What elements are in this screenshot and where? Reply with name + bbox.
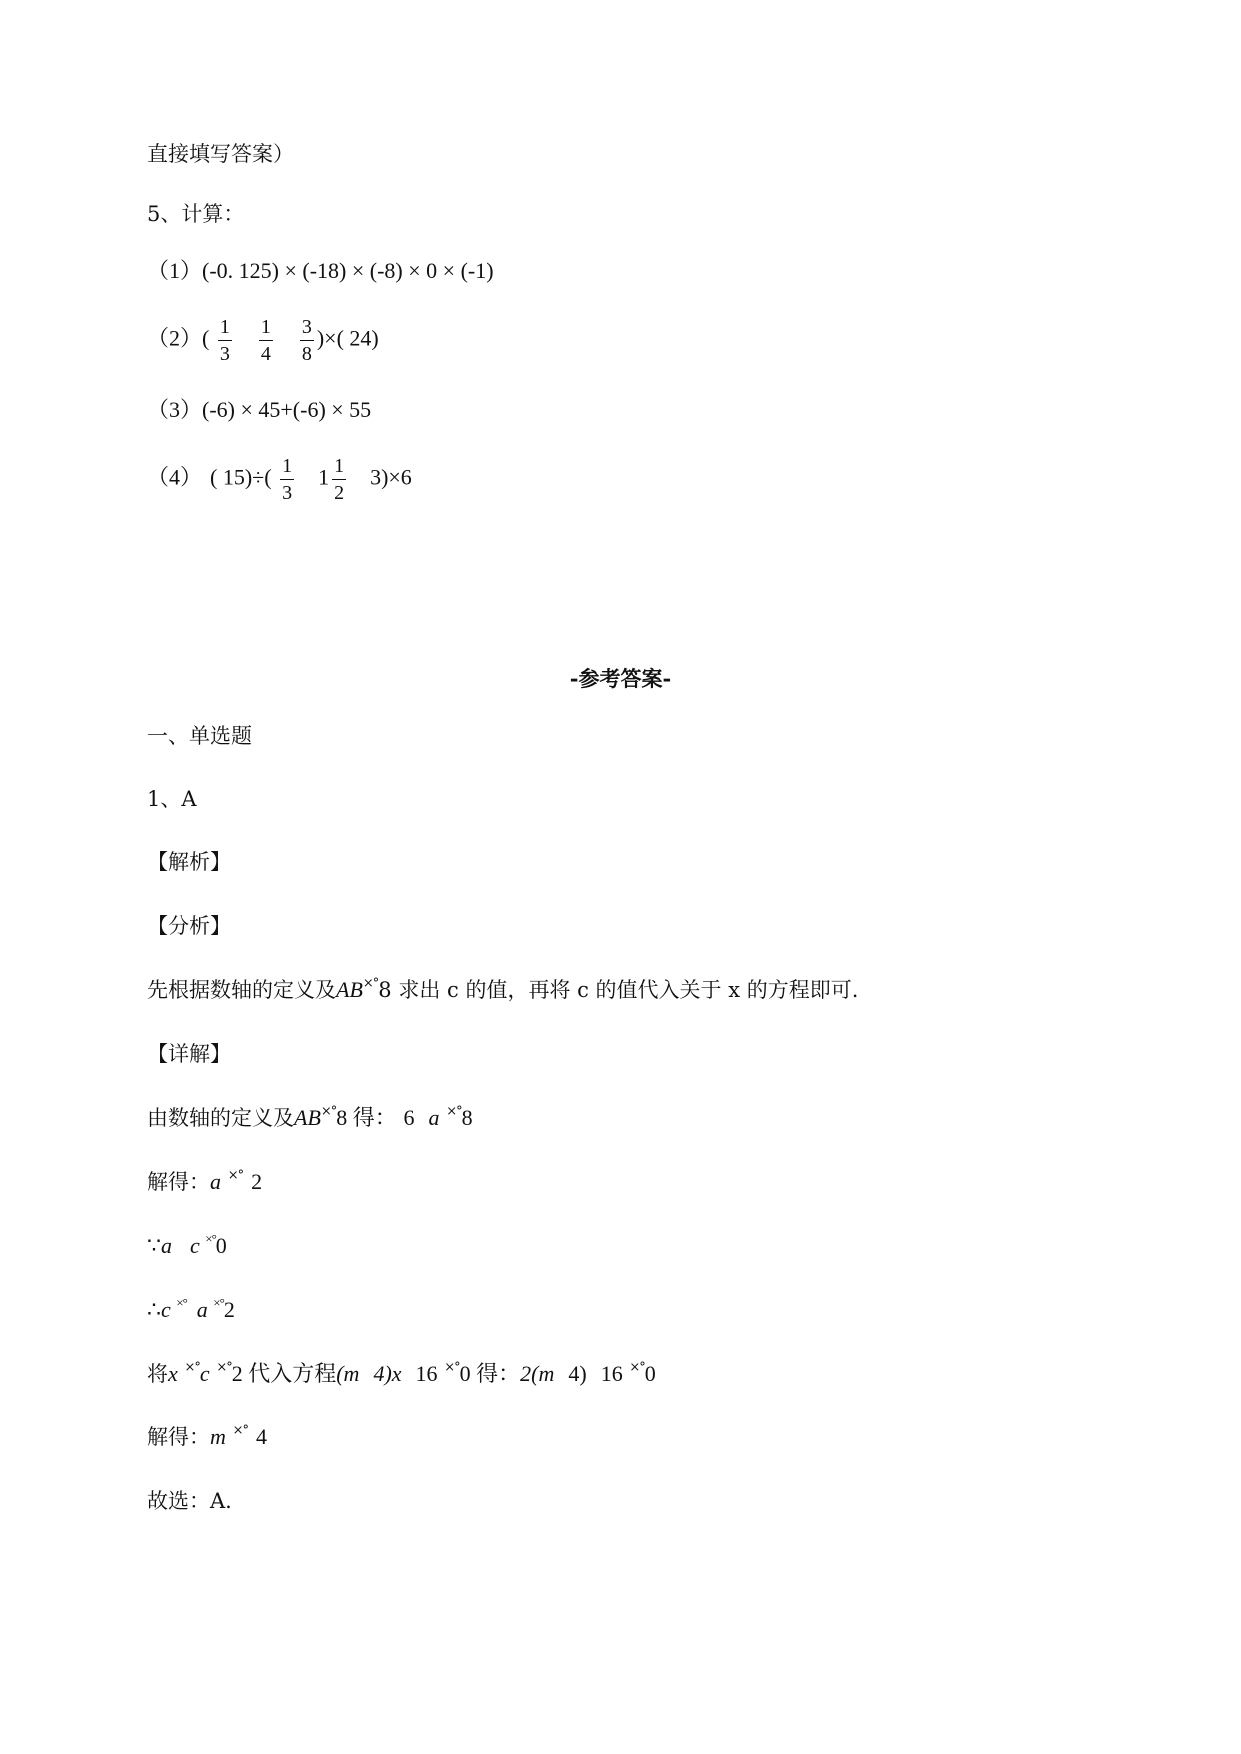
conclusion-text: 故选：A.: [147, 1489, 232, 1513]
fraction-denominator: 4: [260, 343, 271, 365]
step-3-value: 0: [215, 1233, 227, 1258]
step-2-var: a: [210, 1169, 221, 1194]
fraction-three-eighths: [300, 316, 314, 365]
step-6-value: 4: [255, 1424, 267, 1449]
step-6-text: 解得：: [147, 1425, 210, 1449]
step-2: [147, 1168, 262, 1200]
section-heading: 一、单选题: [147, 724, 252, 748]
part-2-open-paren: (: [202, 325, 210, 351]
analysis-part-2: 8 求出 c 的值，再将 c 的值代入关于 x 的方程即可.: [378, 978, 859, 1002]
part-4-head: ( 15)÷(: [210, 464, 272, 490]
step-4-var-a: a: [196, 1297, 208, 1322]
step-5-text: 将: [147, 1362, 168, 1386]
equals-glyph: ×°: [446, 1104, 462, 1119]
answers-title: -参考答案-: [569, 666, 672, 691]
step-4-var-c: c: [161, 1297, 171, 1322]
step-1-text: 由数轴的定义及: [147, 1106, 294, 1130]
equals-glyph: ×°: [362, 976, 379, 991]
because-symbol: ∵: [147, 1233, 161, 1258]
step-5-expr-2: 4)x: [373, 1361, 402, 1386]
fraction-numerator: 1: [332, 455, 346, 480]
part-2-tail: )×( 24): [316, 325, 379, 351]
fraction-one-quarter: [259, 316, 273, 365]
step-1-ab: AB: [294, 1105, 321, 1130]
fraction-one-third: [218, 316, 232, 365]
step-5-var-x: x: [168, 1361, 178, 1386]
step-5-result: 0: [644, 1361, 656, 1386]
equals-glyph: ×°: [629, 1360, 645, 1375]
fraction-numerator: 3: [300, 316, 314, 341]
step-1: [147, 1104, 473, 1136]
fraction-numerator: 1: [218, 316, 232, 341]
equals-glyph: ×°: [320, 1104, 337, 1119]
xiangjie-label: 【详解】: [147, 1042, 231, 1066]
fraction-denominator: 8: [301, 343, 312, 365]
step-5-const: 16: [415, 1361, 438, 1386]
step-5-expr-3: 2(m: [520, 1361, 555, 1386]
equals-glyph: ×°: [444, 1360, 460, 1375]
step-5-var-c: c: [199, 1361, 210, 1386]
step-5-expr-4: 4): [568, 1361, 587, 1386]
step-1-value: 6: [403, 1105, 415, 1130]
fraction-denominator: 3: [219, 343, 230, 365]
question-5-part-1: （1）(-0. 125) × (-18) × (-8) × 0 × (-1): [147, 258, 494, 283]
equals-glyph: ×°: [176, 1295, 187, 1310]
step-5: [147, 1360, 656, 1392]
question-5-part-4: [147, 455, 412, 504]
step-6: [147, 1423, 267, 1455]
fraction-one-half: [332, 455, 346, 504]
step-5-const-2: 16: [600, 1361, 623, 1386]
part-2-label: （2）: [147, 325, 203, 351]
fraction-denominator: 3: [282, 482, 293, 504]
fenxi-label: 【分析】: [147, 914, 231, 938]
step-2-value: 2: [251, 1169, 263, 1194]
part-4-tail: 3)×6: [370, 464, 412, 490]
jiexi-label: 【解析】: [147, 850, 231, 874]
equals-glyph: ×°: [205, 1231, 216, 1246]
equals-glyph: ×°: [232, 1423, 248, 1438]
therefore-symbol: ∴: [147, 1297, 161, 1322]
step-5-text-2: 2 代入方程: [231, 1361, 337, 1386]
part-4-label: （4）: [147, 464, 203, 490]
equals-glyph: ×°: [227, 1168, 244, 1183]
step-1-var: a: [428, 1105, 440, 1130]
analysis-text: [147, 976, 858, 1008]
fraction-numerator: 1: [259, 316, 273, 341]
equals-glyph: ×°: [213, 1295, 224, 1310]
question-5-title: 5、计算：: [147, 202, 245, 226]
question-5-part-3: （3）(-6) × 45+(-6) × 55: [147, 397, 372, 422]
step-2-text: 解得：: [147, 1170, 210, 1194]
mixed-number-whole: 1: [318, 464, 330, 490]
analysis-part-1: 先根据数轴的定义及: [147, 978, 336, 1002]
step-4: [147, 1296, 235, 1327]
step-1-result: 8: [461, 1105, 473, 1130]
fraction-numerator: 1: [280, 455, 294, 480]
step-5-expr-1: (m: [336, 1361, 360, 1386]
equals-glyph: ×°: [216, 1360, 232, 1375]
step-4-value: 2: [223, 1297, 235, 1322]
intro-tail-text: 直接填写答案）: [147, 142, 294, 166]
fraction-one-third: [280, 455, 294, 504]
step-3-var-c: c: [190, 1233, 200, 1258]
analysis-ab: AB: [336, 977, 363, 1002]
equals-glyph: ×°: [184, 1360, 200, 1375]
step-1-text-2: 8 得：: [336, 1105, 397, 1130]
fraction-denominator: 2: [334, 482, 345, 504]
step-6-var: m: [210, 1424, 226, 1449]
step-5-text-3: 0 得：: [459, 1361, 521, 1386]
answer-1: 1、A: [147, 787, 197, 811]
question-5-part-2: [147, 316, 379, 365]
step-3-var-a: a: [161, 1233, 172, 1258]
step-3: [147, 1232, 227, 1263]
